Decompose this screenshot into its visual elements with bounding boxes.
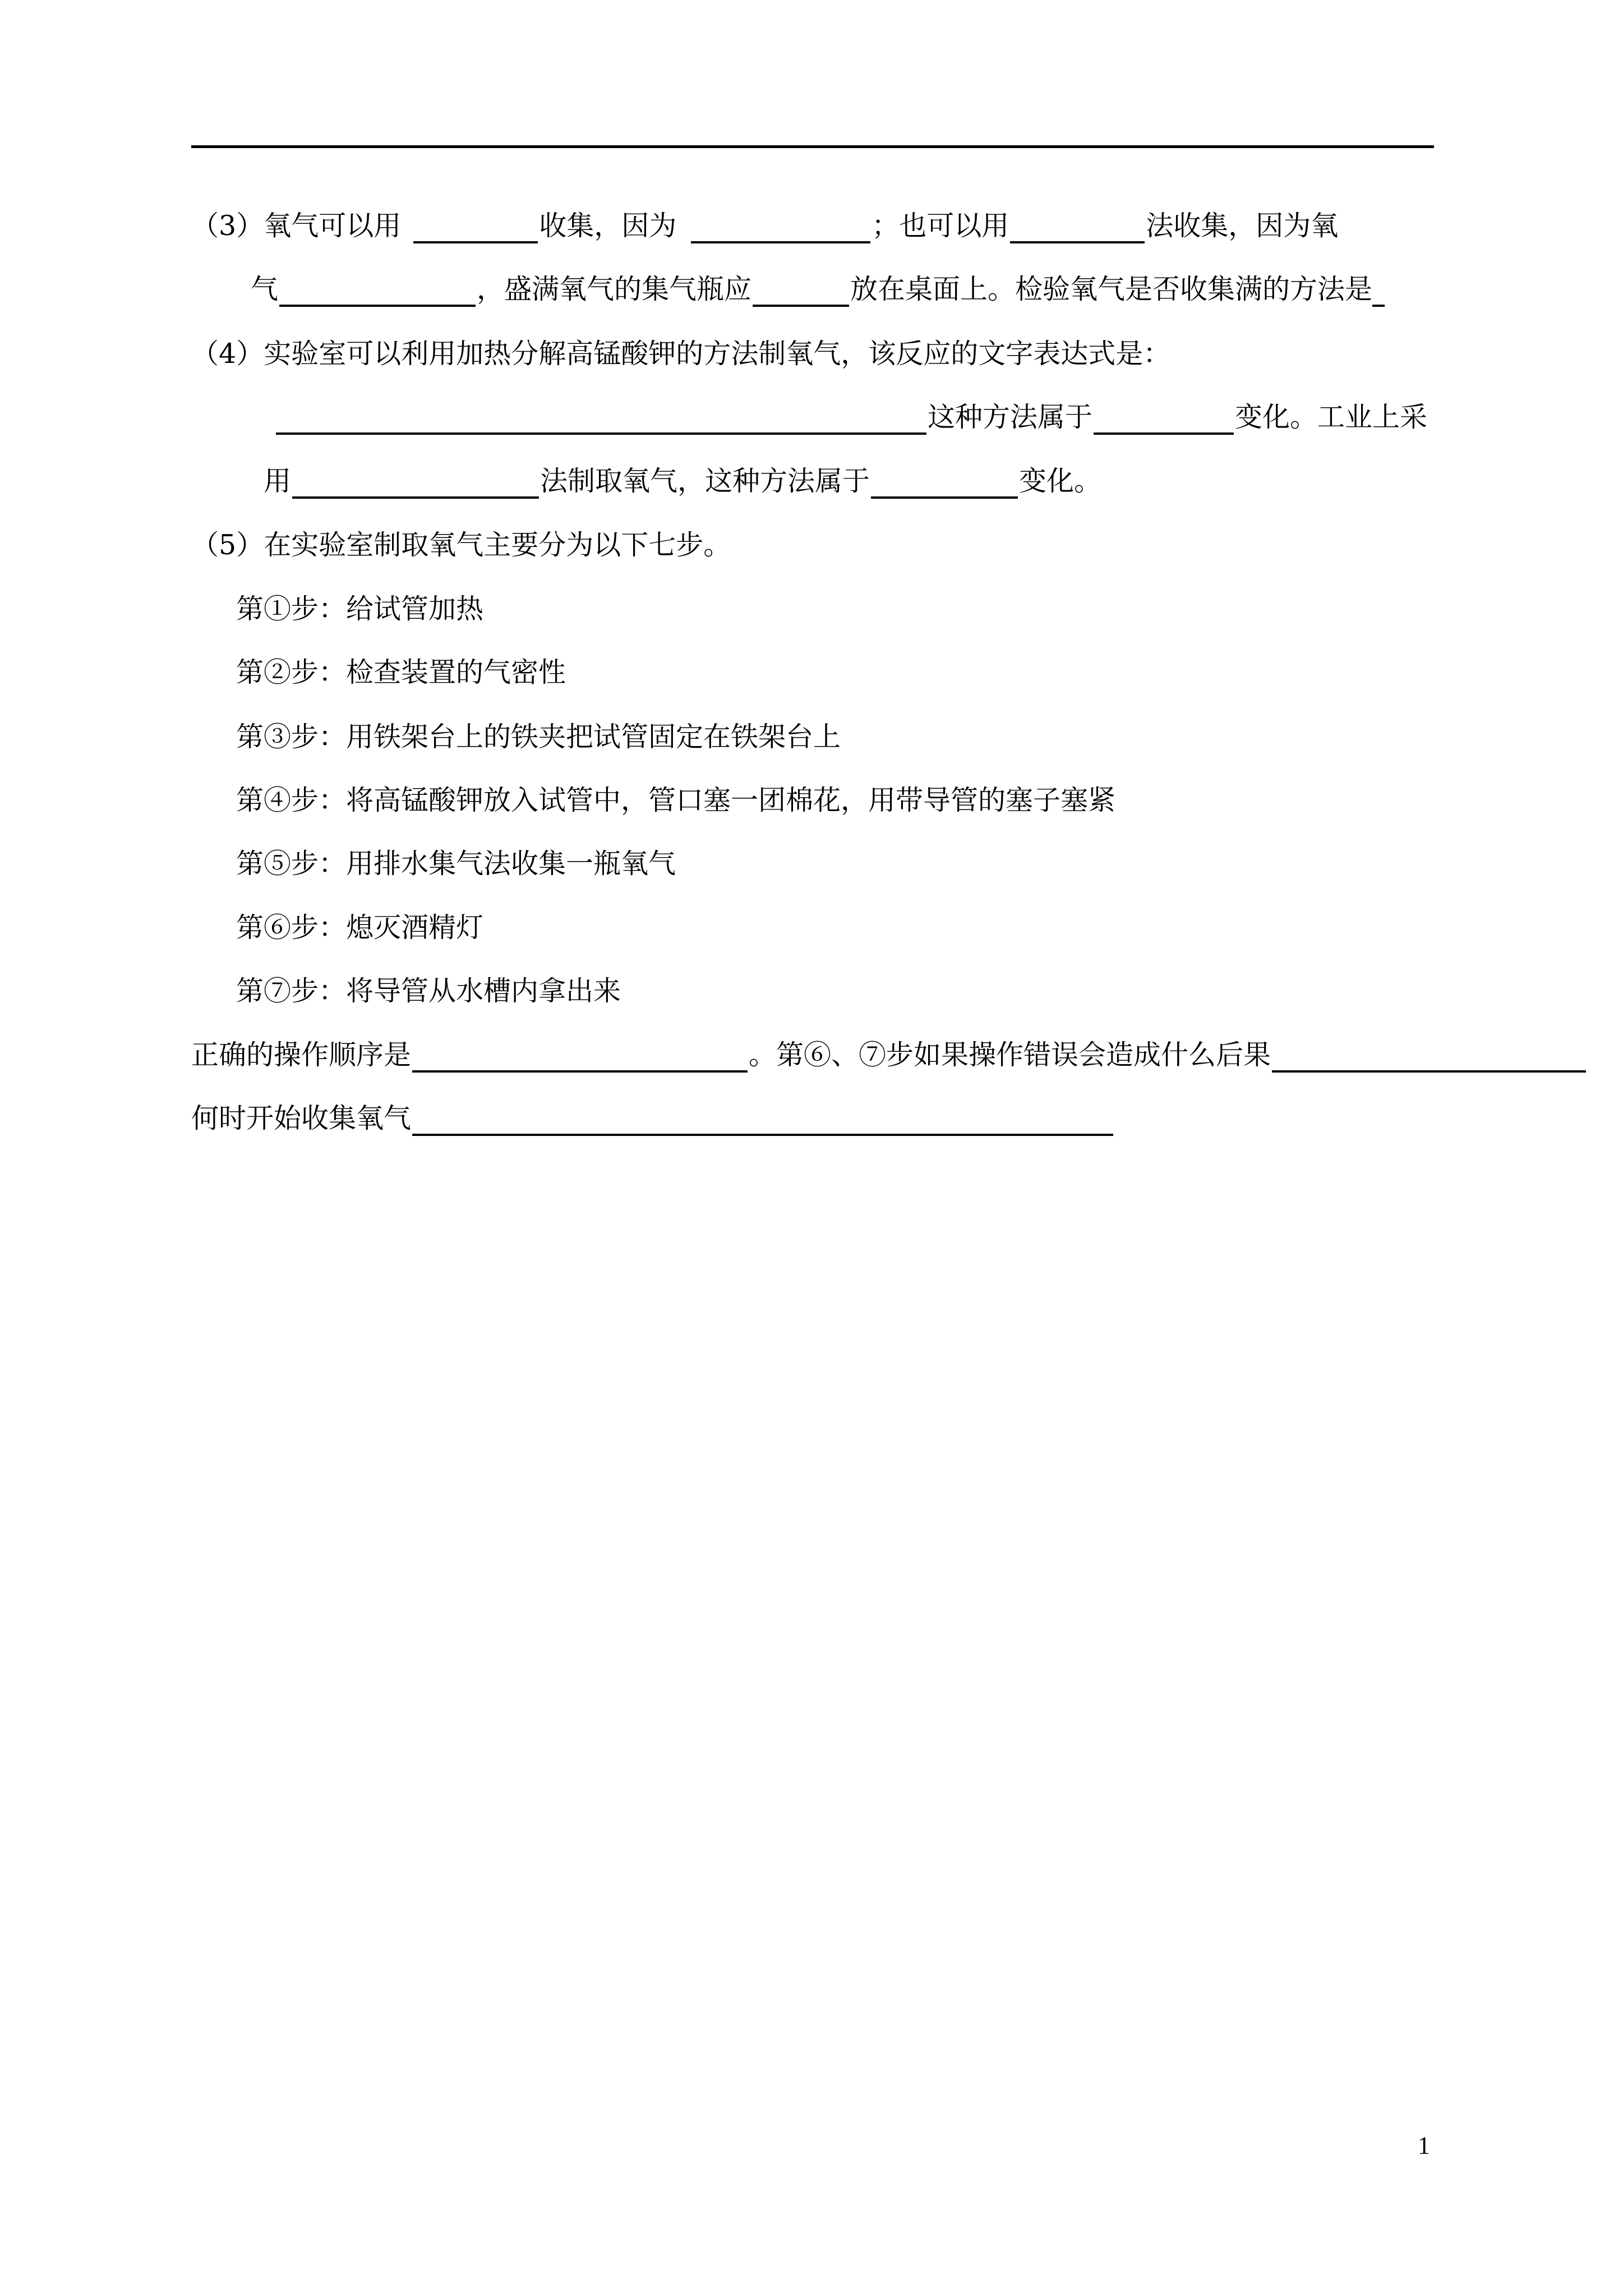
step-label: 第①步： bbox=[236, 593, 347, 625]
q3-blank-4[interactable] bbox=[279, 279, 476, 307]
q4-text-5: 法制取氧气，这种方法属于 bbox=[540, 465, 870, 497]
q3-text-3: ；也可以用 bbox=[872, 210, 1009, 242]
step-label: 第④步： bbox=[236, 784, 347, 816]
q4-label: （4） bbox=[191, 338, 264, 370]
step-label: 第⑥步： bbox=[236, 912, 347, 944]
step-text: 用排水集气法收集一瓶氧气 bbox=[346, 848, 676, 880]
q3-text-1: 氧气可以用 bbox=[264, 210, 402, 242]
step-3 bbox=[236, 720, 841, 754]
order-suffix: 。第⑥、⑦步如果操作错误会造成什么后果 bbox=[749, 1039, 1271, 1071]
q3-line-1 bbox=[191, 209, 1338, 243]
q4-text-2: 这种方法属于 bbox=[928, 401, 1093, 433]
q4-text-3: 变化。工业上采 bbox=[1235, 401, 1428, 433]
q4-blank-4[interactable] bbox=[871, 471, 1018, 499]
step-6 bbox=[236, 910, 483, 945]
step-1 bbox=[236, 592, 483, 627]
step-label: 第⑦步： bbox=[236, 975, 347, 1007]
q4-line-2 bbox=[276, 400, 1427, 435]
q4-blank-3[interactable] bbox=[292, 471, 539, 499]
q5-label: （5） bbox=[191, 529, 264, 561]
order-prefix: 正确的操作顺序是 bbox=[191, 1039, 412, 1071]
q3-line-2 bbox=[251, 272, 1386, 307]
consequence-blank[interactable] bbox=[1272, 1045, 1586, 1073]
step-label: 第②步： bbox=[236, 656, 347, 688]
q4-line-1 bbox=[191, 337, 1170, 371]
q3-label: （3） bbox=[191, 210, 264, 242]
q3-text-2: 收集，因为 bbox=[539, 210, 677, 242]
q3-text-6: ，盛满氧气的集气瓶应 bbox=[477, 273, 752, 305]
step-2 bbox=[236, 655, 566, 690]
q4-text-4: 用 bbox=[264, 465, 292, 497]
q3-text-5: 气 bbox=[251, 273, 279, 305]
q4-line-3 bbox=[264, 464, 1101, 499]
when-collect-text: 何时开始收集氧气 bbox=[191, 1102, 412, 1134]
q5-order-line bbox=[191, 1038, 1587, 1073]
q4-blank-1[interactable] bbox=[276, 407, 926, 435]
step-text: 将导管从水槽内拿出来 bbox=[346, 975, 621, 1007]
q3-blank-3[interactable] bbox=[1010, 215, 1145, 243]
q5-intro: 在实验室制取氧气主要分为以下七步。 bbox=[264, 529, 731, 561]
step-5 bbox=[236, 846, 676, 881]
step-text: 将高锰酸钾放入试管中，管口塞一团棉花，用带导管的塞子塞紧 bbox=[346, 784, 1116, 816]
step-text: 用铁架台上的铁夹把试管固定在铁架台上 bbox=[346, 721, 841, 753]
step-label: 第⑤步： bbox=[236, 848, 347, 880]
q5-when-line bbox=[191, 1101, 1114, 1136]
q4-text-6: 变化。 bbox=[1019, 465, 1102, 497]
order-blank[interactable] bbox=[412, 1045, 748, 1073]
step-label: 第③步： bbox=[236, 721, 347, 753]
q3-text-4: 法收集，因为氧 bbox=[1146, 210, 1339, 242]
q3-text-7: 放在桌面上。检验氧气是否收集满的方法是 bbox=[850, 273, 1373, 305]
step-text: 检查装置的气密性 bbox=[346, 656, 566, 688]
q3-blank-5[interactable] bbox=[753, 279, 849, 307]
q4-text-1: 实验室可以利用加热分解高锰酸钾的方法制氧气，该反应的文字表达式是： bbox=[264, 338, 1171, 370]
step-text: 熄灭酒精灯 bbox=[346, 912, 484, 944]
when-collect-blank[interactable] bbox=[412, 1108, 1113, 1136]
q3-blank-1[interactable] bbox=[413, 215, 538, 243]
step-text: 给试管加热 bbox=[346, 593, 484, 625]
q4-blank-2[interactable] bbox=[1094, 407, 1234, 435]
step-4 bbox=[236, 783, 1115, 818]
q3-blank-2[interactable] bbox=[691, 215, 870, 243]
header-rule bbox=[191, 145, 1434, 148]
q3-blank-6[interactable] bbox=[1372, 279, 1385, 307]
step-7 bbox=[236, 974, 621, 1009]
page-number: 1 bbox=[1418, 2132, 1430, 2159]
q5-intro-line bbox=[191, 528, 731, 563]
